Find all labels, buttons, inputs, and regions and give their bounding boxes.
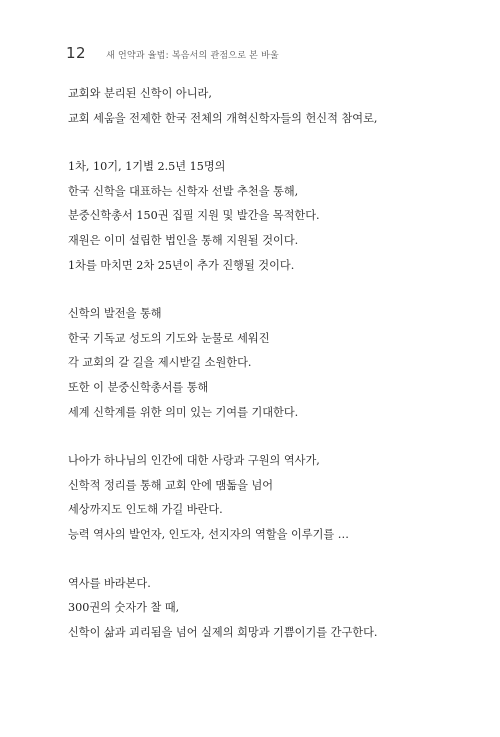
paragraph-5: [68, 572, 478, 646]
text-line: 신학이 삶과 괴리됨을 넘어 실제의 희망과 기쁨이기를 간구한다.: [68, 625, 378, 639]
page-header: [66, 44, 279, 64]
text-line: 나아가 하나님의 인간에 대한 사랑과 구원의 역사가,: [68, 454, 320, 468]
paragraph-1: [68, 82, 478, 131]
text-line: 또한 이 분중신학총서를 통해: [68, 380, 209, 394]
text-line: 분중신학총서 150권 집필 지원 및 발간을 목적한다.: [68, 209, 320, 223]
text-line: 각 교회의 갈 길을 제시받길 소원한다.: [68, 356, 252, 370]
text-line: 한국 신학을 대표하는 신학자 선발 추천을 통해,: [68, 184, 299, 198]
paragraph-2: [68, 155, 478, 278]
text-line: 한국 기독교 성도의 기도와 눈물로 세워진: [68, 331, 270, 345]
text-line: 300권의 숫자가 찰 때,: [68, 601, 180, 615]
text-line: 신학의 발전을 통해: [68, 307, 162, 321]
text-line: 교회와 분리된 신학이 아니라,: [68, 87, 212, 100]
text-line: 세상까지도 인도해 가길 바란다.: [68, 503, 223, 517]
text-line: 재원은 이미 설립한 법인을 통해 지원될 것이다.: [68, 233, 299, 247]
text-line: 능력 역사의 발언자, 인도자, 선지자의 역할을 이루기를 …: [68, 527, 349, 541]
running-head: 새 언약과 율법: 복음서의 관점으로 본 바울: [106, 51, 279, 61]
paragraph-4: [68, 449, 478, 547]
text-line: 1차를 마치면 2차 25년이 추가 진행될 것이다.: [68, 258, 295, 272]
paragraph-3: [68, 302, 478, 425]
text-line: 교회 세움을 전제한 한국 전체의 개혁신학자들의 헌신적 참여로,: [68, 111, 378, 125]
text-line: 신학적 정리를 통해 교회 안에 맴돎을 넘어: [68, 478, 274, 492]
body-text: [68, 82, 478, 669]
text-line: 세계 신학계를 위한 의미 있는 기여를 기대한다.: [68, 405, 299, 419]
text-line: 역사를 바라본다.: [68, 576, 151, 590]
page-number: 12: [66, 44, 87, 62]
text-line: 1차, 10기, 1기별 2.5년 15명의: [68, 160, 226, 174]
